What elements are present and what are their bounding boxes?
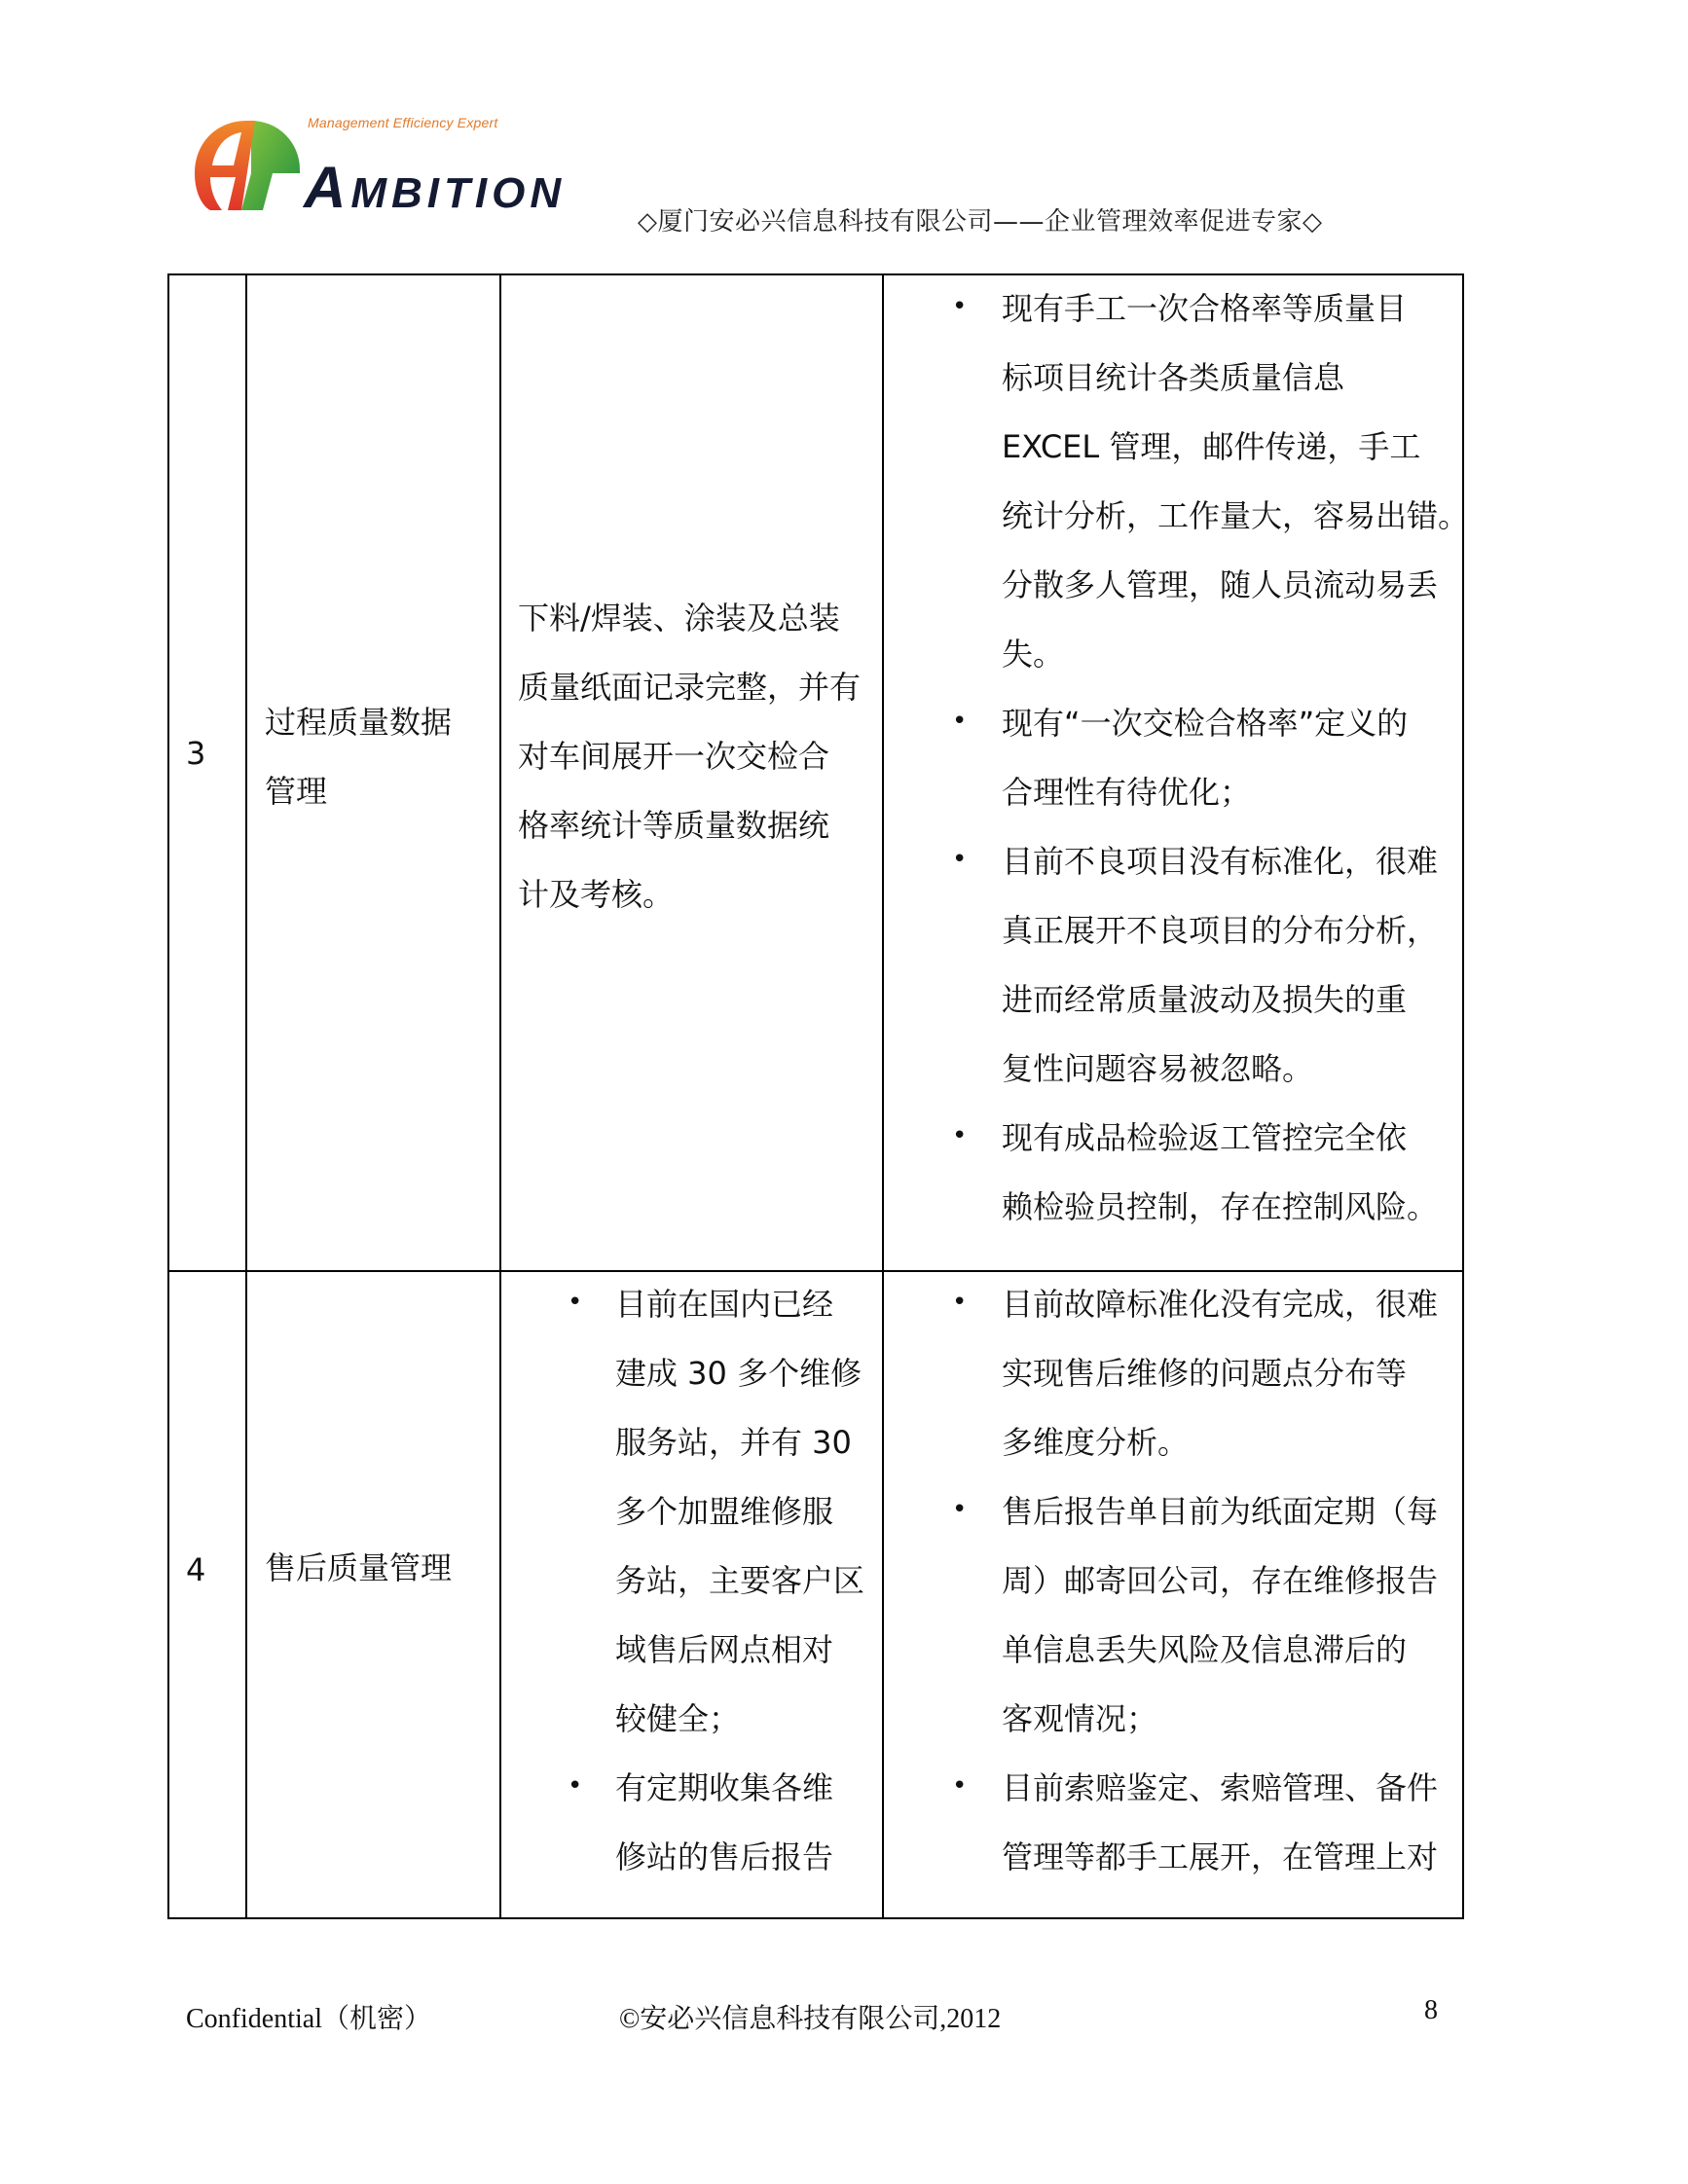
bullet-icon: • xyxy=(568,1771,583,1801)
current-item: 目前在国内已经 建成 30 多个维修 服务站，并有 30 多个加盟维修服 务站，主要客户区 域售后网点相对 较健全； xyxy=(615,1286,865,1737)
issue-item: 现有手工一次合格率等质量目 标项目统计各类质量信息 EXCEL 管理，邮件传递，手工 统计分析，工作量大，容易出错。 分散多人管理，随人员流动易丢 失。 xyxy=(1002,290,1470,673)
current-status: 下料/焊装、涂装及总装 质量纸面记录完整，并有 对车间展开一次交检合 格率统计等质量数据统 计及考核。 xyxy=(518,600,862,913)
header-slogan: ◇厦门安必兴信息科技有限公司——企业管理效率促进专家◇ xyxy=(638,207,1323,237)
bullet-icon: • xyxy=(952,707,968,736)
bullet-icon: • xyxy=(952,292,968,321)
bullet-icon: • xyxy=(952,1771,968,1801)
item-name: 过程质量数据 管理 xyxy=(265,704,453,810)
table-border-left xyxy=(167,273,169,1919)
issue-item: 目前索赔鉴定、索赔管理、备件 管理等都手工展开，在管理上对 xyxy=(1002,1769,1439,1875)
company-logo xyxy=(191,109,590,220)
issue-item: 现有成品检验返工管控完全依 赖检验员控制，存在控制风险。 xyxy=(1002,1119,1439,1225)
current-item: 有定期收集各维 修站的售后报告 xyxy=(615,1769,834,1875)
footer-confidential: Confidential（机密） xyxy=(186,2004,431,2034)
table-col-divider-1 xyxy=(245,273,247,1919)
issue-item: 目前故障标准化没有完成，很难 实现售后维修的问题点分布等 多维度分析。 xyxy=(1002,1286,1439,1461)
bullet-icon: • xyxy=(952,845,968,874)
logo-wordmark: AMBITION xyxy=(304,155,567,220)
issue-item: 目前不良项目没有标准化，很难 真正展开不良项目的分布分析， 进而经常质量波动及损失的重 复性问题容易被忽略。 xyxy=(1002,843,1439,1087)
bullet-icon: • xyxy=(568,1288,583,1317)
bullet-icon: • xyxy=(952,1121,968,1150)
logo-at-emblem-icon xyxy=(191,117,308,214)
page-number: 8 xyxy=(1424,1995,1438,2025)
item-name: 售后质量管理 xyxy=(265,1549,453,1586)
logo-tagline: Management Efficiency Expert xyxy=(308,115,498,130)
row-number: 3 xyxy=(186,735,206,772)
table-border-bottom xyxy=(167,1917,1464,1919)
table-col-divider-3 xyxy=(882,273,884,1919)
table-col-divider-2 xyxy=(499,273,501,1919)
bullet-icon: • xyxy=(952,1495,968,1524)
issue-item: 现有“一次交检合格率”定义的 合理性有待优化； xyxy=(1002,705,1409,811)
issue-item: 售后报告单目前为纸面定期（每 周）邮寄回公司，存在维修报告 单信息丢失风险及信息滞后的 客观情况； xyxy=(1002,1493,1439,1737)
row-number: 4 xyxy=(186,1551,206,1588)
bullet-icon: • xyxy=(952,1288,968,1317)
footer-copyright: ©安必兴信息科技有限公司,2012 xyxy=(619,2004,1002,2034)
